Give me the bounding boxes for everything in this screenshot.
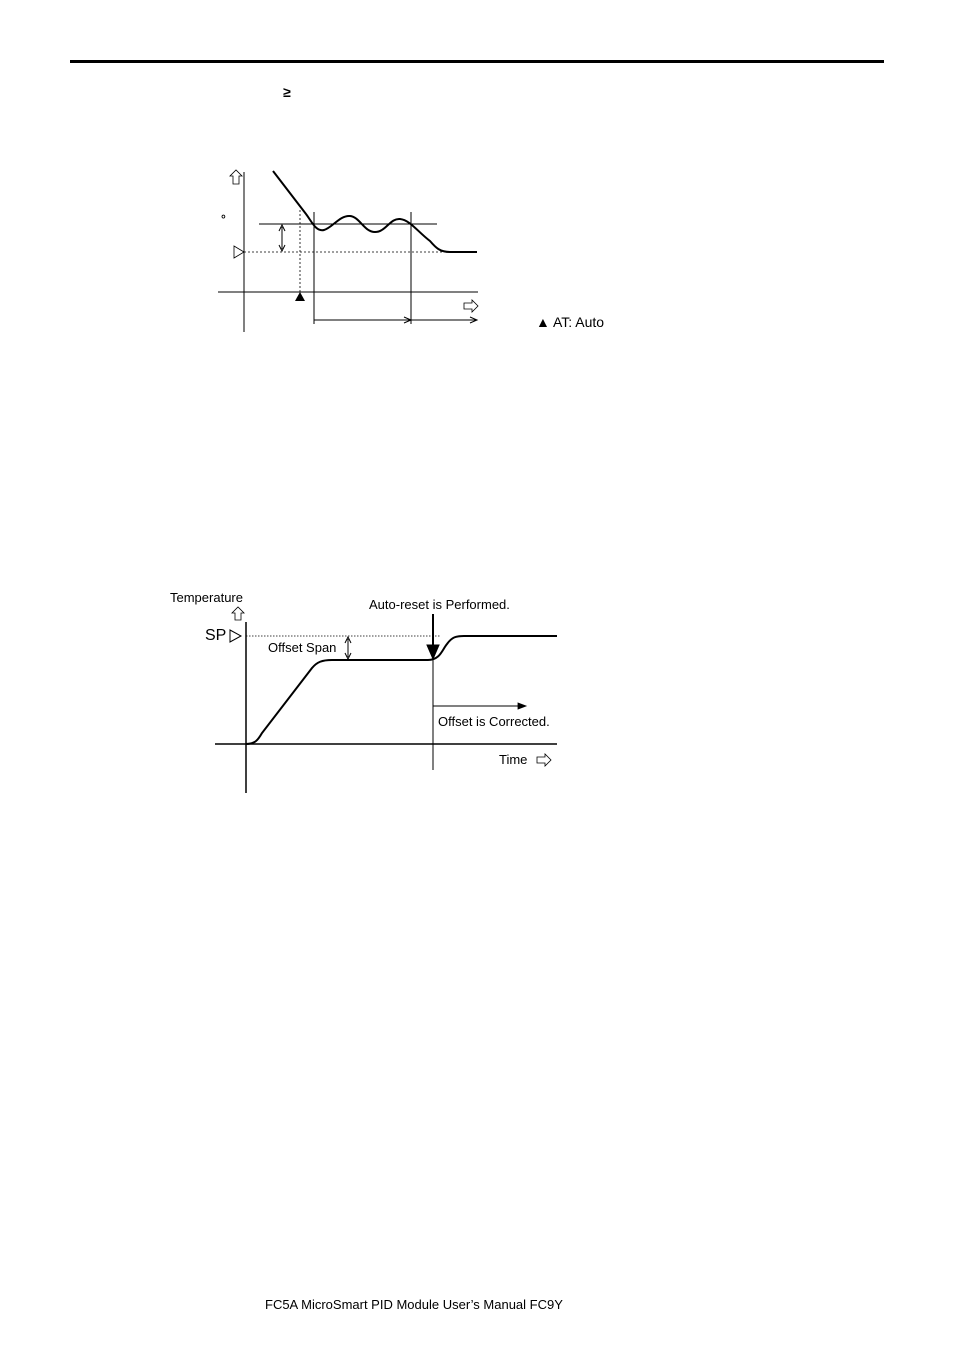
fig1-y-arrow-icon bbox=[230, 170, 242, 184]
fig2-y-arrow-icon bbox=[232, 607, 244, 620]
fig1-sp-triangle-icon bbox=[234, 246, 244, 258]
fig2-sp-label: SP bbox=[205, 627, 227, 644]
footer-text: FC5A MicroSmart PID Module User’s Manual FC9Y bbox=[265, 1297, 563, 1312]
fig2-offset-corrected-label: Offset is Corrected. bbox=[438, 714, 550, 729]
fig2-offset-span-label: Offset Span bbox=[268, 640, 337, 655]
fig1-degree-mark: ° bbox=[221, 212, 226, 226]
fig1-at-marker-icon bbox=[295, 292, 305, 301]
fig1-legend: ▲ AT: Auto bbox=[536, 314, 605, 330]
fig2-sp-triangle-icon bbox=[230, 630, 241, 642]
fig2-auto-reset-label: Auto-reset is Performed. bbox=[369, 597, 510, 612]
fig1-x-arrow-icon bbox=[464, 300, 478, 312]
fig2-x-arrow-icon bbox=[537, 754, 551, 766]
fig2-x-label: Time bbox=[499, 752, 528, 767]
fig2-y-label: Temperature bbox=[170, 590, 243, 605]
autotuning-figure bbox=[218, 170, 478, 332]
greater-equal-symbol: ≥ bbox=[283, 84, 291, 100]
fig1-response-curve bbox=[273, 171, 477, 252]
